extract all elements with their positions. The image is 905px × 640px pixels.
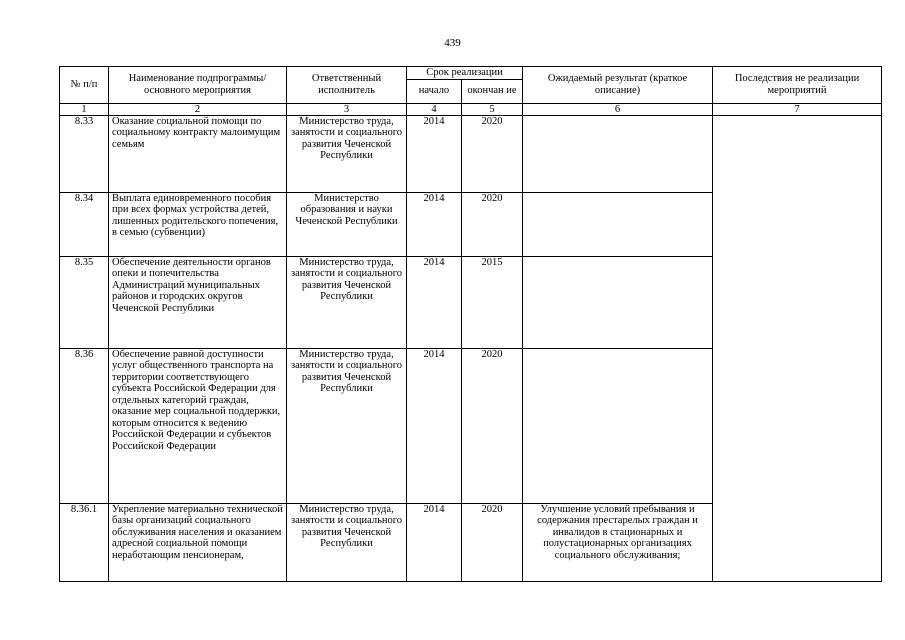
row-number: 8.36.1 — [60, 503, 109, 581]
header-row — [60, 67, 882, 80]
row-executor: Министерство труда, занятости и социального развития Чеченской Республики — [287, 503, 407, 581]
table-row — [60, 115, 882, 192]
index-cell: 2 — [109, 103, 287, 115]
header-period: Срок реализации — [407, 67, 523, 80]
row-number: 8.36 — [60, 348, 109, 503]
page-number: 439 — [444, 37, 461, 49]
row-executor: Министерство труда, занятости и социального развития Чеченской Республики — [287, 115, 407, 192]
row-result — [523, 115, 713, 192]
row-start: 2014 — [407, 115, 462, 192]
header-result: Ожидаемый результат (краткое описание) — [523, 67, 713, 104]
row-end: 2020 — [462, 348, 523, 503]
row-executor: Министерство труда, занятости и социального развития Чеченской Республики — [287, 256, 407, 348]
row-result: Улучшение условий пребывания и содержания престарелых граждан и инвалидов в стационарных и полустационарных организациях социального обслуживания; — [523, 503, 713, 581]
measures-table — [59, 66, 882, 582]
header-consequences: Последствия не реализации мероприятий — [713, 67, 882, 104]
row-executor: Министерство образования и науки Чеченской Республики — [287, 192, 407, 256]
index-row — [60, 103, 882, 115]
header-executor: Ответственный исполнитель — [287, 67, 407, 104]
header-start: начало — [407, 79, 462, 103]
index-cell: 1 — [60, 103, 109, 115]
row-end: 2020 — [462, 115, 523, 192]
row-name: Обеспечение равной доступности услуг общественного транспорта на территории соответствующего субъекта Российской Федерации для отдельных категорий граждан, оказание мер социальной поддержки, которым относится к ведению Российской Федерации и субъектов Российской Федерации — [109, 348, 287, 503]
consequences-cell — [713, 115, 882, 581]
index-cell: 7 — [713, 103, 882, 115]
header-end: окончан ие — [462, 79, 523, 103]
row-number: 8.33 — [60, 115, 109, 192]
row-name: Выплата единовременного пособия при всех формах устройства детей, лишенных родительского попечения, в семью (субвенции) — [109, 192, 287, 256]
row-result — [523, 348, 713, 503]
index-cell: 5 — [462, 103, 523, 115]
row-start: 2014 — [407, 348, 462, 503]
row-name: Обеспечение деятельности органов опеки и попечительства Администраций муниципальных районов и городских округов Чеченской Республики — [109, 256, 287, 348]
row-number: 8.34 — [60, 192, 109, 256]
row-result — [523, 192, 713, 256]
row-name: Укрепление материально технической базы организаций социального обслуживания населения и оказанием адресной социальной помощи неработающим пенсионерам, — [109, 503, 287, 581]
row-name: Оказание социальной помощи по социальному контракту малоимущим семьям — [109, 115, 287, 192]
row-start: 2014 — [407, 503, 462, 581]
header-num: № п/п — [60, 67, 109, 104]
row-start: 2014 — [407, 256, 462, 348]
row-start: 2014 — [407, 192, 462, 256]
row-result — [523, 256, 713, 348]
row-end: 2020 — [462, 503, 523, 581]
row-executor: Министерство труда, занятости и социального развития Чеченской Республики — [287, 348, 407, 503]
index-cell: 6 — [523, 103, 713, 115]
row-end: 2015 — [462, 256, 523, 348]
index-cell: 3 — [287, 103, 407, 115]
index-cell: 4 — [407, 103, 462, 115]
row-end: 2020 — [462, 192, 523, 256]
header-name: Наименование подпрограммы/ основного мероприятия — [109, 67, 287, 104]
row-number: 8.35 — [60, 256, 109, 348]
